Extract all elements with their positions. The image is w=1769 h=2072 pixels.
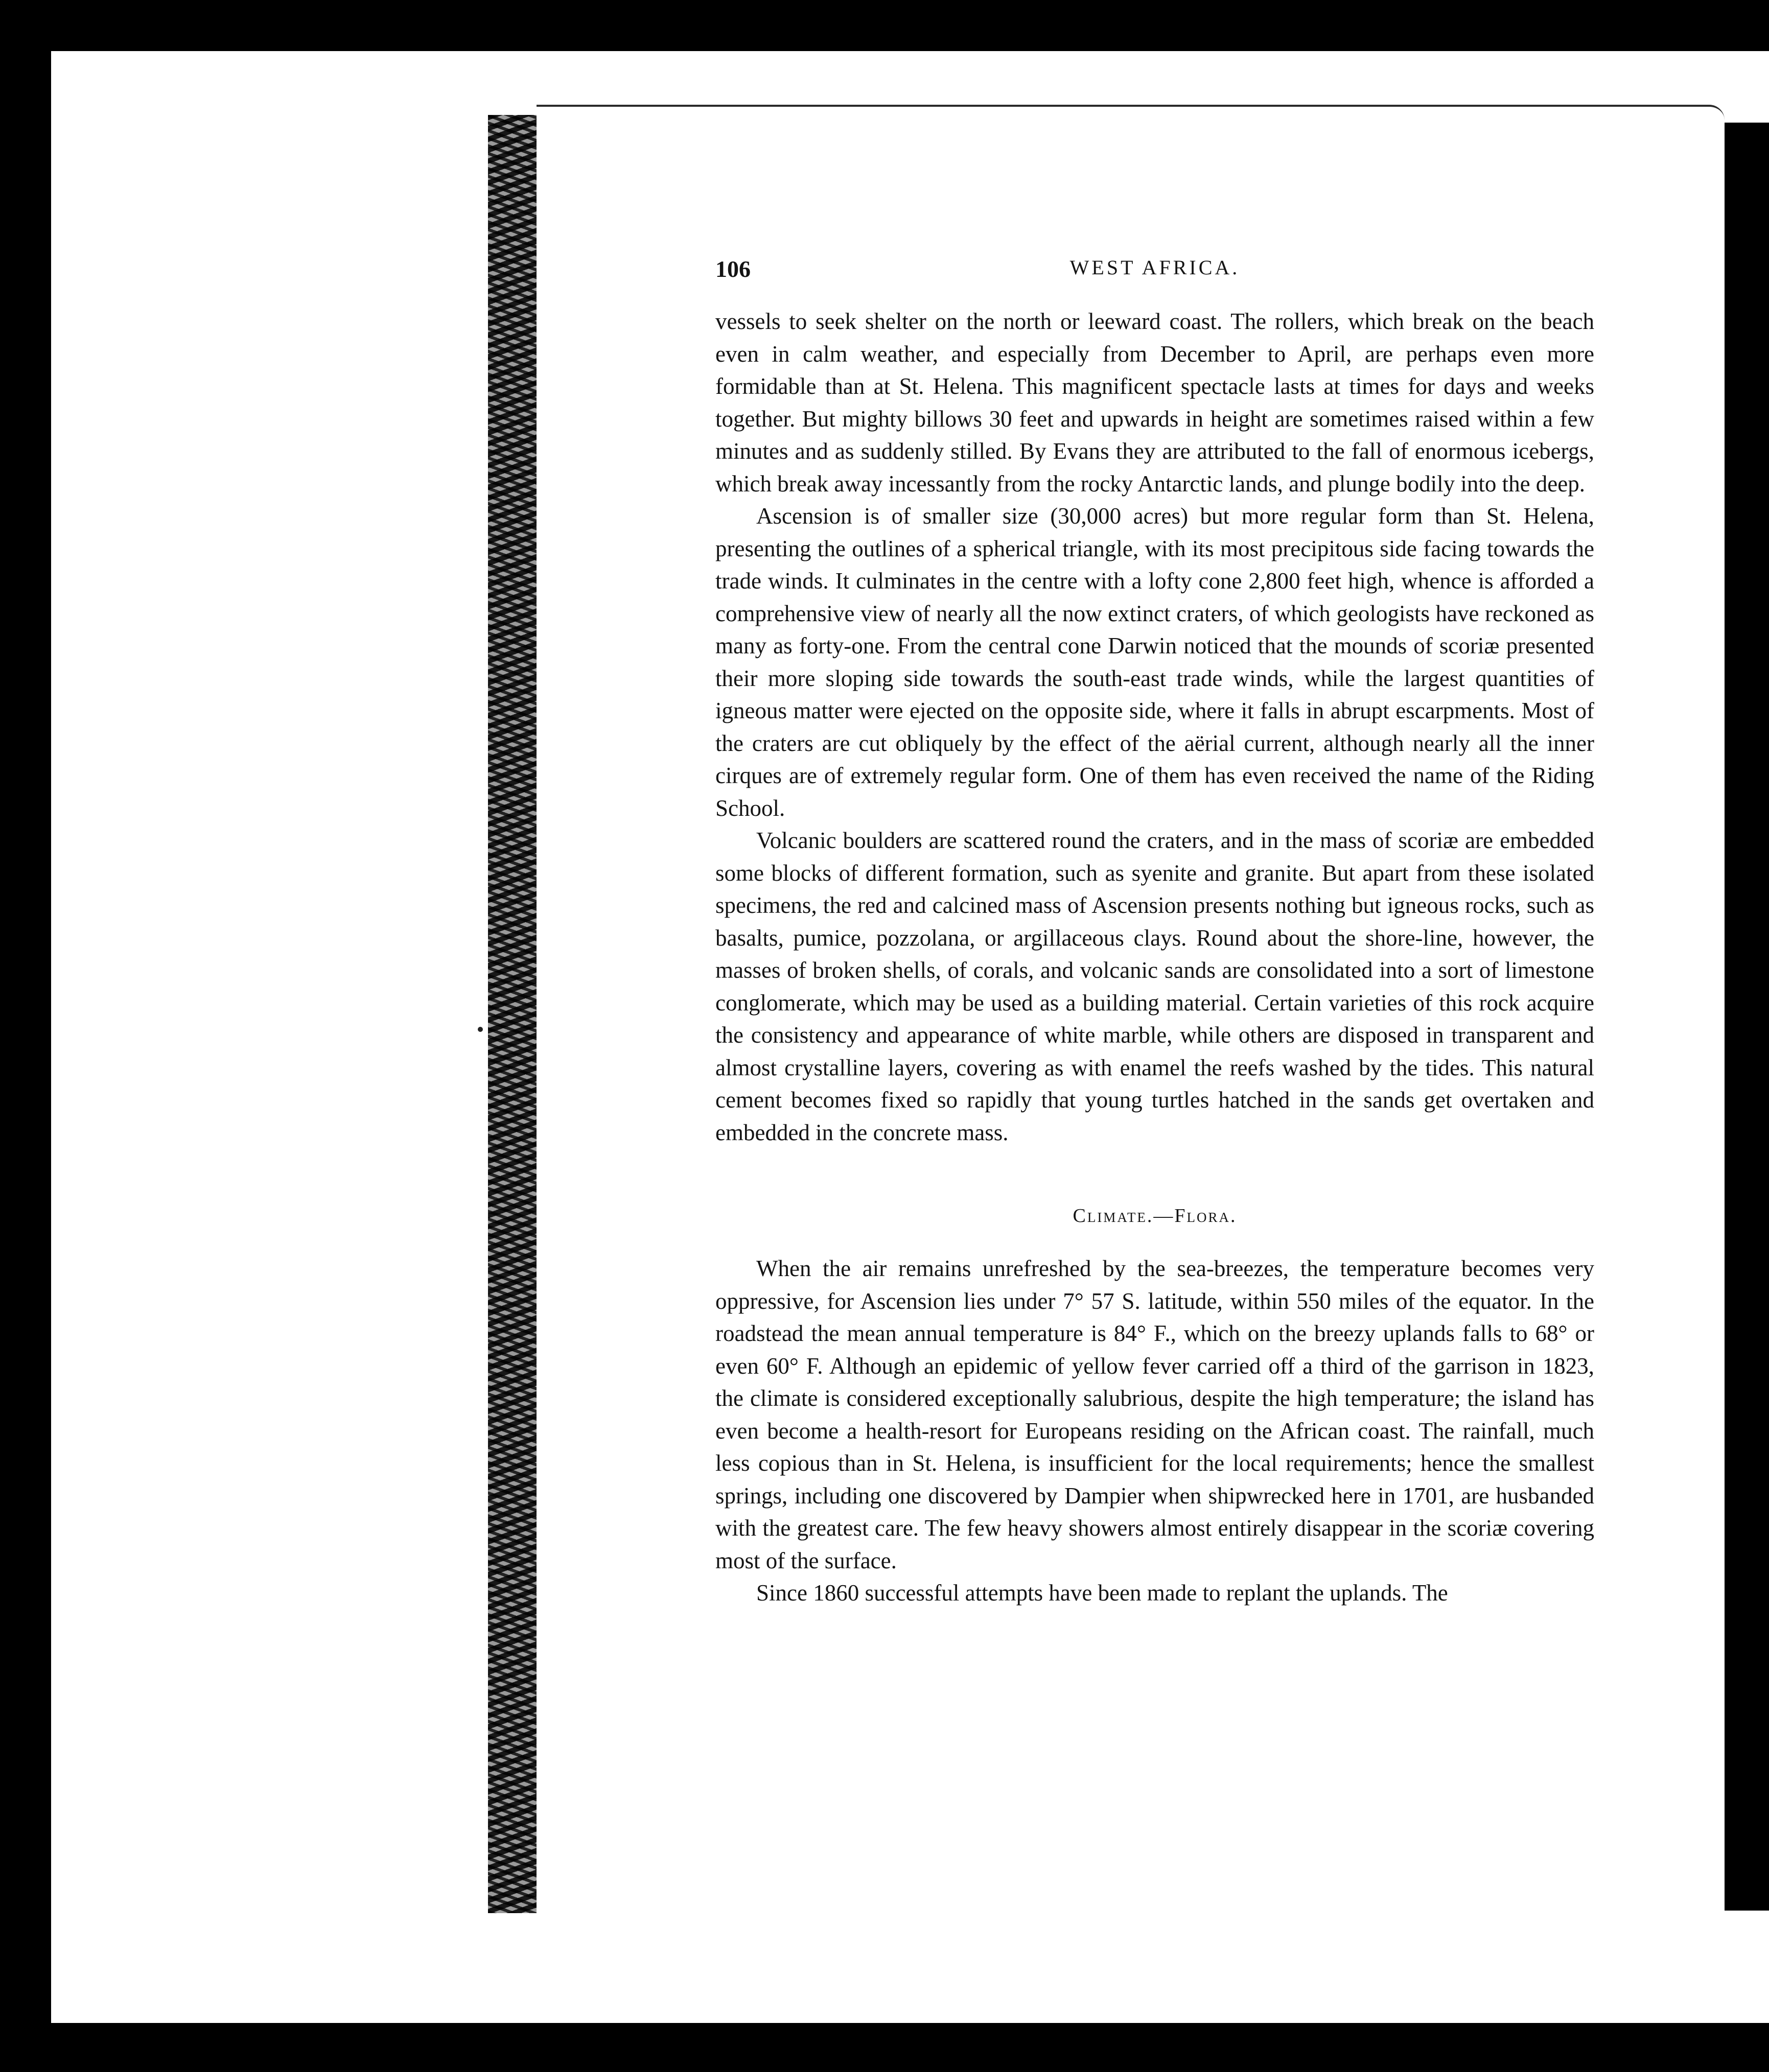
scan-border-top	[0, 0, 1769, 51]
section-heading: Climate.—Flora.	[1073, 1205, 1237, 1227]
running-head: WEST AFRICA.	[1069, 256, 1240, 279]
marbled-book-edge	[488, 115, 537, 1913]
scan-border-right	[1725, 123, 1769, 1911]
page-header	[715, 255, 1594, 296]
paragraph: Volcanic boulders are scattered round the craters, and in the mass of scoriæ are embedded some blocks of different formation, such as syenite and granite. But apart from these isolated specimens, the red and calcined mass of Ascension presents nothing but igneous rocks, such as basalts, pumice, pozzolana, or argillaceous clays. Round about the shore-line, however, the masses of broken shells, of corals, and volcanic sands are consolidated into a sort of limestone conglomerate, which may be used as a building material. Certain varieties of this rock acquire the consistency and appearance of white marble, while others are disposed in transparent and almost crystalline layers, covering as with enamel the reefs washed by the tides. This natural cement becomes fixed so rapidly that young turtles hatched in the sands get overtaken and embedded in the concrete mass.	[715, 828, 1594, 1145]
paragraph: When the air remains unrefreshed by the sea-breezes, the temperature becomes very oppressive, for Ascension lies under 7° 57 S. latitude, within 550 miles of the equator. In the roadstead the mean annual temperature is 84° F., which on the breezy uplands falls to 68° or even 60° F. Although an epidemic of yellow fever carried off a third of the garrison in 1823, the climate is considered exceptionally salubrious, despite the high temperature; the island has even become a health-resort for Europeans residing on the African coast. The rainfall, much less copious than in St. Helena, is insufficient for the local requirements; hence the smallest springs, including one discovered by Dampier when shipwrecked here in 1701, are husbanded with the greatest care. The few heavy showers almost entirely disappear in the scoriæ covering most of the surface.	[715, 1256, 1594, 1573]
paragraph-continued: vessels to seek shelter on the north or leeward coast. The rollers, which break on the beach even in calm weather, and especially from December to April, are perhaps even more formidable than at St. Helena. This magnificent spectacle lasts at times for days and weeks together. But mighty billows 30 feet and upwards in height are sometimes raised within a few minutes and as suddenly stilled. By Evans they are attributed to the fall of enormous icebergs, which break away incessantly from the rocky Antarctic lands, and plunge bodily into the deep.	[715, 309, 1594, 497]
paragraph: Since 1860 successful attempts have been made to replant the uplands. The	[756, 1580, 1448, 1606]
page-number: 106	[715, 256, 751, 282]
stray-ink-mark	[478, 1027, 483, 1032]
scan-border-bottom	[0, 2023, 1769, 2072]
paragraph: Ascension is of smaller size (30,000 acres) but more regular form than St. Helena, presenting the outlines of a spherical triangle, with its most precipitous side facing towards the trade winds. It culminates in the centre with a lofty cone 2,800 feet high, whence is afforded a comprehensive view of nearly all the now extinct craters, of which geologists have reckoned as many as forty-one. From the central cone Darwin noticed that the mounds of scoriæ presented their more sloping side towards the south-east trade winds, while the largest quantities of igneous matter were ejected on the opposite side, where it falls in abrupt escarpments. Most of the craters are cut obliquely by the effect of the aërial current, although nearly all the inner cirques are of extremely regular form. One of them has even received the name of the Riding School.	[715, 503, 1594, 821]
body-text	[715, 305, 1594, 1610]
scan-border-left	[0, 0, 51, 2072]
